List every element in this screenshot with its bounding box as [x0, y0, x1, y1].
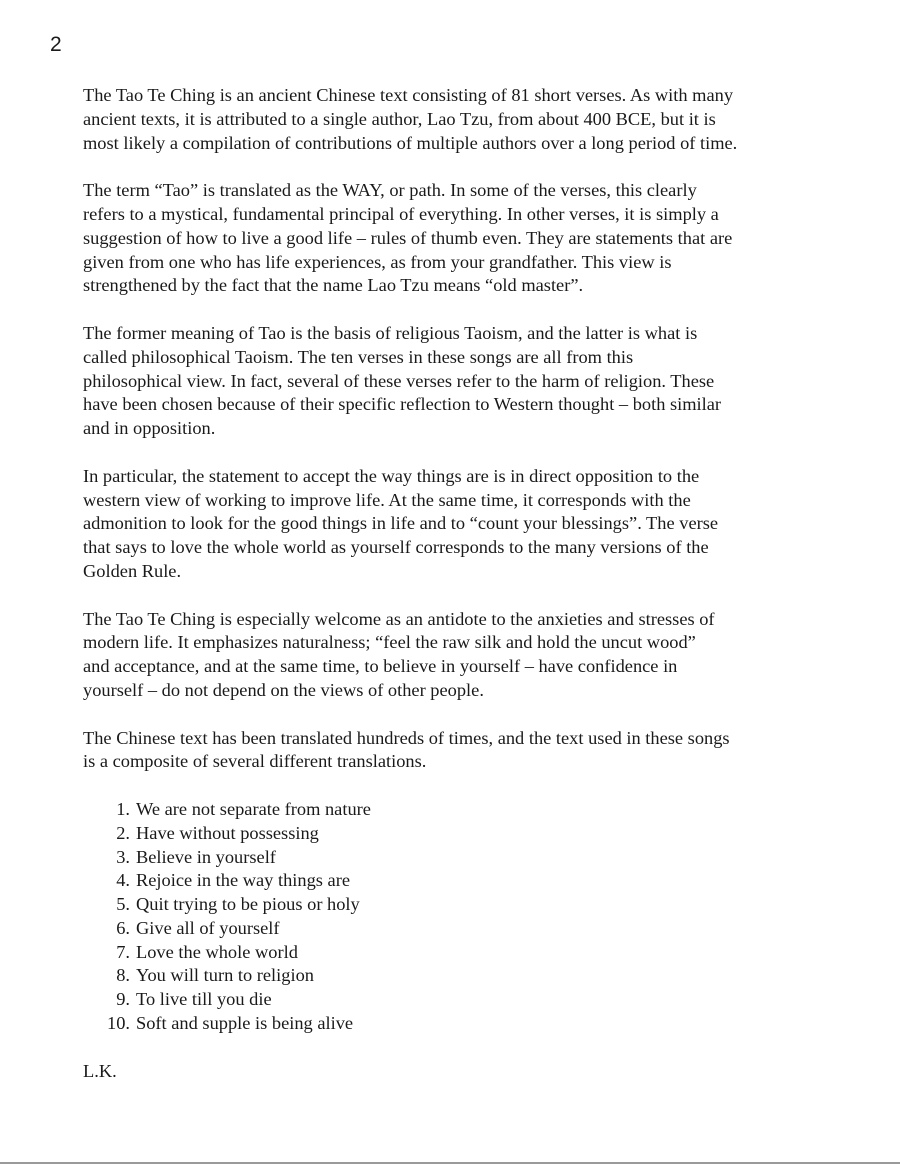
list-item-number: 5.	[116, 894, 130, 915]
list-item	[83, 941, 823, 965]
song-list	[83, 798, 823, 1036]
list-item-title: Quit trying to be pious or holy	[136, 894, 360, 915]
list-item-number: 2.	[116, 822, 130, 843]
list-item-number: 7.	[116, 941, 130, 962]
list-item-number: 8.	[116, 965, 130, 986]
page-number: 2	[50, 33, 62, 56]
list-item-title: Love the whole world	[136, 941, 298, 962]
document-body	[83, 84, 823, 1107]
list-item-title: Believe in yourself	[136, 846, 276, 867]
paragraph-translations: The Chinese text has been translated hundreds of times, and the text used in these songs is a composite of several different translations.	[83, 727, 730, 772]
paragraph-origin: The Tao Te Ching is an ancient Chinese text consisting of 81 short verses. As with many ancient texts, it is attributed to a single author, Lao Tzu, from about 400 BCE, but it is most likely a compilation of contributions of multiple authors over a long period of time.	[83, 85, 738, 153]
list-item-title: To live till you die	[136, 989, 272, 1010]
list-item	[83, 964, 823, 988]
list-item-number: 10.	[107, 1013, 130, 1034]
paragraph-taoism: The former meaning of Tao is the basis of religious Taoism, and the latter is what is called philosophical Taoism. The ten verses in these songs are all from this philosophical view. In fact, several of these verses refer to the harm of religion. These have been chosen because of their specific reflection to Western thought – both similar and in opposition.	[83, 322, 722, 439]
list-item-title: Give all of yourself	[136, 917, 280, 938]
list-item-title: You will turn to religion	[136, 965, 314, 986]
list-item	[83, 893, 823, 917]
list-item-number: 4.	[116, 870, 130, 891]
list-item-title: We are not separate from nature	[136, 798, 371, 819]
list-item	[83, 846, 823, 870]
list-item-number: 6.	[116, 917, 130, 938]
list-item	[83, 917, 823, 941]
list-item-title: Have without possessing	[136, 822, 319, 843]
list-item-number: 3.	[116, 846, 130, 867]
paragraph-term-tao: The term “Tao” is translated as the WAY, or path. In some of the verses, this clearly refers to a mystical, fundamental principal of everything. In other verses, it is simply a suggestion of how to live a good life – rules of thumb even. They are statements that are given from one who has life experiences, as from your grandfather. This view is strengthened by the fact that the name Lao Tzu means “old master”.	[83, 180, 733, 296]
list-item-number: 9.	[116, 989, 130, 1010]
list-item	[83, 1012, 823, 1036]
list-item	[83, 822, 823, 846]
list-item	[83, 869, 823, 893]
list-item-title: Rejoice in the way things are	[136, 870, 350, 891]
list-item	[83, 988, 823, 1012]
list-item-number: 1.	[116, 798, 130, 819]
list-item-title: Soft and supple is being alive	[136, 1013, 354, 1034]
author-signature: L.K.	[83, 1060, 117, 1081]
list-item	[83, 798, 823, 822]
paragraph-antidote: The Tao Te Ching is especially welcome as an antidote to the anxieties and stresses of modern life. It emphasizes naturalness; “feel the raw silk and hold the uncut wood” and acceptance, and at the same time, to believe in yourself – have confidence in yourself – do not depend on the views of other people.	[83, 608, 715, 700]
paragraph-western-view: In particular, the statement to accept the way things are is in direct opposition to the western view of working to improve life. At the same time, it corresponds with the admonition to look for the good things in life and to “count your blessings”. The verse that says to love the whole world as yourself corresponds to the many versions of the Golden Rule.	[83, 465, 719, 581]
